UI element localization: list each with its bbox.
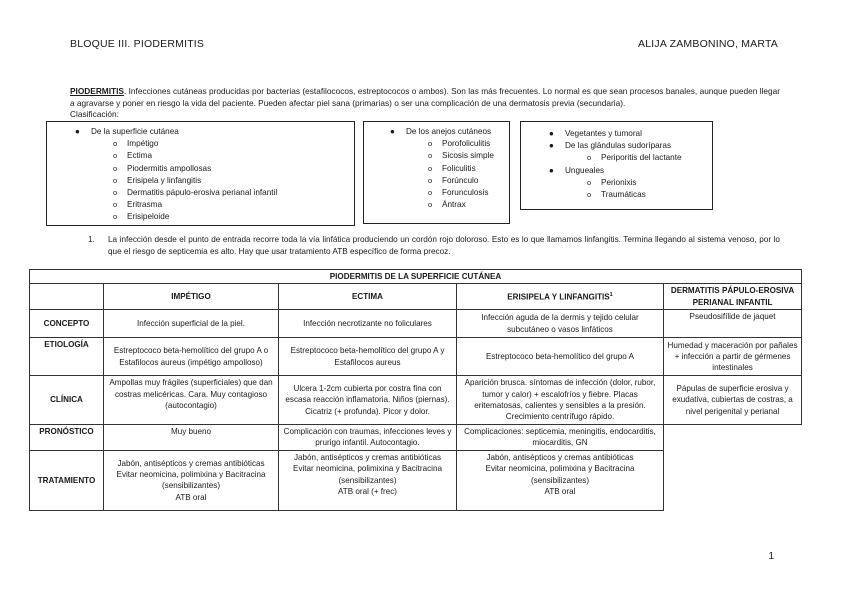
- cell-concepto-ectima: Infección necrotizante no foliculares: [279, 310, 457, 338]
- circle-bullet-icon: o: [113, 175, 118, 185]
- col-header-dermatitis: DERMATITIS PÁPULO-EROSIVA PERIANAL INFANTIL: [664, 284, 802, 310]
- cell-clinica-dermatitis: Pápulas de superficie erosiva y exudativa, cubiertas de costras, a nivel perigenital y perianal: [664, 376, 802, 425]
- bullet-icon: ●: [549, 129, 554, 138]
- footnote-mark: 1: [609, 292, 613, 299]
- list-item: o Impétigo: [127, 138, 354, 150]
- box-anejos: [363, 121, 510, 224]
- row-header-tratamiento: TRATAMIENTO: [30, 450, 104, 510]
- cell-concepto-dermatitis: Pseudosifílide de jaquet: [664, 310, 802, 338]
- list-item: o Erisipeloide: [127, 211, 354, 223]
- cell-tratamiento-ectima: Jabón, antisépticos y cremas antibióticas Evitar neomicina, polimixina y Bacitracina (sensibilizantes) ATB oral (+ frec): [279, 450, 457, 510]
- row-header-etiologia: ETIOLOGÍA: [30, 338, 104, 376]
- box2-title: ● De los anejos cutáneos: [406, 126, 509, 138]
- circle-bullet-icon: o: [113, 200, 118, 210]
- circle-bullet-icon: o: [428, 188, 433, 198]
- intro-term: PIODERMITIS: [70, 86, 124, 96]
- list-item: o Ántrax: [442, 199, 509, 211]
- bullet-icon: ●: [390, 127, 395, 136]
- footnote-linfangitis: [88, 234, 780, 257]
- list-item: o Eritrasma: [127, 199, 354, 211]
- header-left: BLOQUE III. PIODERMITIS: [70, 38, 205, 50]
- list-item: o Porofoliculitis: [442, 138, 509, 150]
- list-item: o Ectima: [127, 150, 354, 162]
- cell-clinica-impetigo: Ampollas muy frágiles (superficiales) que dan costras melicéricas. Cara. Muy contagioso (autocontagio): [104, 376, 279, 425]
- cell-pronostico-erisipela: Complicaciones: septicemia, meningitis, endocarditis, miocarditis, GN: [457, 424, 664, 450]
- box3-item-vegetantes: ● Vegetantes y tumoral: [565, 128, 712, 140]
- cell-concepto-erisipela: Infección aguda de la dermis y tejido celular subcutáneo o vasos linfáticos: [457, 310, 664, 338]
- cell-clinica-erisipela: Aparición brusca. síntomas de infección (dolor, rubor, tumor y calor) + escalofríos y fiebre. Placas eritematosas, calientes y sensibles a la presión. Crecimiento centrífugo rápido.: [457, 376, 664, 425]
- cell-tratamiento-erisipela: Jabón, antisépticos y cremas antibióticas Evitar neomicina, polimixina y Bacitracina (sensibilizantes) ATB oral: [457, 450, 664, 510]
- row-header-pronostico: PRONÓSTICO: [30, 424, 104, 450]
- cell-clinica-ectima: Ulcera 1-2cm cubierta por costra fina con escasa reacción inflamatoria. Niños (piernas). Cicatriz (+ profunda). Picor y dolor.: [279, 376, 457, 425]
- circle-bullet-icon: o: [587, 190, 592, 200]
- classification-label: Clasificación:: [70, 109, 119, 119]
- col-header-impetigo: IMPÉTIGO: [104, 284, 279, 310]
- circle-bullet-icon: o: [113, 212, 118, 222]
- circle-bullet-icon: o: [428, 151, 433, 161]
- list-item: o Traumáticas: [601, 189, 712, 201]
- piodermitis-table: [29, 269, 802, 511]
- list-item: o Perionixis: [601, 177, 712, 189]
- circle-bullet-icon: o: [428, 200, 433, 210]
- header-right: ALIJA ZAMBONINO, MARTA: [638, 38, 778, 50]
- cell-pronostico-impetigo: Muy bueno: [104, 424, 279, 450]
- box3-item-ungueales: ● Ungueales: [565, 165, 712, 177]
- note-text: La infección desde el punto de entrada recorre toda la vía linfática produciendo un cordón rojo doloroso. Esto es lo que llamamos linfangitis. Termina llegando al sistema venoso, por lo que el riesgo de septicemia es alto. Hay que usar tratamiento ATB específico de forma precoz.: [108, 235, 780, 256]
- cell-tratamiento-impetigo: Jabón, antisépticos y cremas antibióticas Evitar neomicina, polimixina y Bacitracina (sensibilizantes) ATB oral: [104, 450, 279, 510]
- col-header-ectima: ECTIMA: [279, 284, 457, 310]
- cell-etiologia-ectima: Estreptococo beta-hemolítico del grupo A y Estafilocos aureus: [279, 338, 457, 376]
- col-header-erisipela: ERISIPELA Y LINFANGITIS$^1$: [457, 284, 664, 310]
- circle-bullet-icon: o: [428, 175, 433, 185]
- circle-bullet-icon: o: [113, 139, 118, 149]
- note-number: 1.: [88, 235, 95, 244]
- cell-etiologia-dermatitis: Humedad y maceración por pañales + infección a partir de gérmenes intestinales: [664, 338, 802, 376]
- circle-bullet-icon: o: [587, 177, 592, 187]
- intro-paragraph: [70, 86, 780, 121]
- table-corner: [30, 284, 104, 310]
- bullet-icon: ●: [549, 141, 554, 151]
- row-header-clinica: CLÍNICA: [30, 376, 104, 425]
- intro-text: . Infecciones cutáneas producidas por bacterias (estafilococos, estreptococos o ambos). Son las más frecuentes. Lo normal es que sean procesos banales, aunque pueden llegar a agravarse y poner en riesgo la vida del paciente. Pueden afectar piel sana (primarias) o ser una complicación de una dermatosis previa (secundaria).: [70, 86, 780, 108]
- cell-etiologia-impetigo: Estreptococo beta-hemolítico del grupo A o Estafilocos aureus (impétigo ampolloso): [104, 338, 279, 376]
- circle-bullet-icon: o: [428, 139, 433, 149]
- circle-bullet-icon: o: [113, 188, 118, 198]
- list-item: o Forúnculo: [442, 175, 509, 187]
- list-item: o Foliculitis: [442, 163, 509, 175]
- cell-etiologia-erisipela: Estreptococo beta-hemolítico del grupo A: [457, 338, 664, 376]
- bullet-icon: ●: [549, 165, 554, 175]
- circle-bullet-icon: o: [587, 153, 592, 163]
- circle-bullet-icon: o: [113, 151, 118, 161]
- list-item: o Erisipela y linfangitis: [127, 175, 354, 187]
- list-item: o Dermatitis pápulo-erosiva perianal infantil: [127, 187, 354, 199]
- list-item: o Piodermitis ampollosas: [127, 163, 354, 175]
- table-title: PIODERMITIS DE LA SUPERFICIE CUTÁNEA: [30, 270, 802, 284]
- circle-bullet-icon: o: [113, 163, 118, 173]
- list-item: o Sicosis simple: [442, 150, 509, 162]
- box-superficie: [46, 121, 355, 226]
- page-number: 1: [768, 551, 774, 562]
- box3-item-glandulas: ● De las glándulas sudoríparas: [565, 140, 712, 152]
- box-otros: [520, 121, 713, 210]
- cell-pronostico-ectima: Complicación con traumas, infecciones leves y prurigo infantil. Autocontagio.: [279, 424, 457, 450]
- box1-title: ● De la superficie cutánea: [91, 126, 354, 138]
- bullet-icon: ●: [75, 127, 80, 136]
- empty-cell: [664, 424, 802, 510]
- circle-bullet-icon: o: [428, 163, 433, 173]
- list-item: o Periporitis del lactante: [601, 152, 712, 164]
- list-item: o Forunculosis: [442, 187, 509, 199]
- cell-concepto-impetigo: Infección superficial de la piel.: [104, 310, 279, 338]
- row-header-concepto: CONCEPTO: [30, 310, 104, 338]
